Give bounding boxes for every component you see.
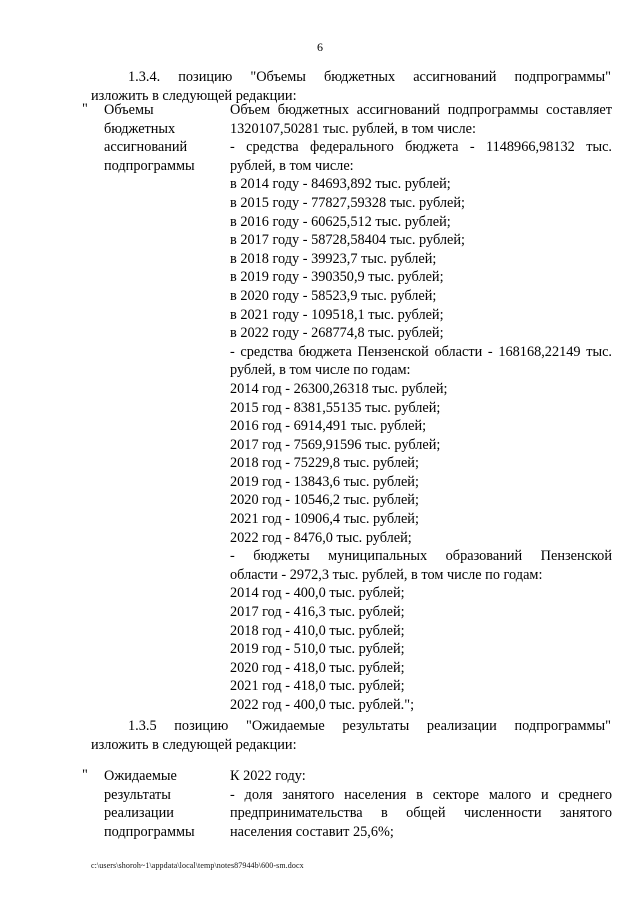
- budget-line: 2018 год - 410,0 тыс. рублей;: [230, 622, 405, 639]
- budget-line: в 2018 году - 39923,7 тыс. рублей;: [230, 250, 437, 267]
- results-label-line: Ожидаемые: [104, 768, 177, 784]
- budget-label-line: подпрограммы: [104, 157, 195, 174]
- budget-line: - средства федерального бюджета - 1148966,98132 тыс.: [230, 139, 612, 156]
- budget-line: 2019 год - 13843,6 тыс. рублей;: [230, 473, 419, 490]
- budget-line: в 2016 году - 60625,512 тыс. рублей;: [230, 213, 451, 230]
- budget-line: 2019 год - 510,0 тыс. рублей;: [230, 641, 405, 658]
- budget-line: 2015 год - 8381,55135 тыс. рублей;: [230, 399, 441, 416]
- budget-line: 2020 год - 10546,2 тыс. рублей;: [230, 492, 419, 509]
- section-1-3-5-line-2: изложить в следующей редакции:: [91, 736, 297, 753]
- budget-line: в 2014 году - 84693,892 тыс. рублей;: [230, 176, 451, 193]
- budget-line: - средства бюджета Пензенской области - 168168,22149 тыс.: [230, 343, 612, 360]
- results-label-line: реализации: [104, 805, 174, 822]
- section-1-3-4-line-2: изложить в следующей редакции:: [91, 87, 297, 104]
- budget-line: 2022 год - 400,0 тыс. рублей.";: [230, 697, 415, 713]
- budget-line: в 2017 году - 58728,58404 тыс. рублей;: [230, 232, 465, 249]
- results-label-line: результаты: [104, 786, 171, 803]
- budget-line: рублей, в том числе по годам:: [230, 362, 411, 379]
- section-1-3-4-line-1: 1.3.4. позицию "Объемы бюджетных ассигнований подпрограммы": [128, 69, 611, 85]
- budget-label-line: бюджетных: [104, 120, 176, 137]
- budget-line: 1320107,50281 тыс. рублей, в том числе:: [230, 120, 476, 137]
- budget-label-line: ассигнований: [104, 139, 188, 156]
- budget-content: [230, 101, 612, 715]
- budget-line: 2014 год - 400,0 тыс. рублей;: [230, 585, 405, 602]
- file-path-footer: c:\users\shoroh~1\appdata\local\temp\notes87944b\600-sm.docx: [91, 861, 304, 870]
- results-line: К 2022 году:: [230, 768, 306, 784]
- budget-line: 2018 год - 75229,8 тыс. рублей;: [230, 455, 419, 472]
- budget-line: 2020 год - 418,0 тыс. рублей;: [230, 659, 405, 676]
- budget-line: 2021 год - 10906,4 тыс. рублей;: [230, 511, 419, 528]
- section-1-3-5-heading: [91, 717, 611, 754]
- budget-line: в 2020 году - 58523,9 тыс. рублей;: [230, 287, 437, 304]
- opening-quote-1: ": [82, 101, 88, 117]
- results-line: - доля занятого населения в секторе малого и среднего: [230, 786, 612, 803]
- budget-label-line: Объемы: [104, 102, 154, 118]
- budget-label: [104, 101, 222, 175]
- page-number: 6: [317, 40, 323, 54]
- results-label: [104, 767, 222, 841]
- budget-line: рублей, в том числе:: [230, 157, 354, 174]
- budget-line: в 2022 году - 268774,8 тыс. рублей;: [230, 325, 444, 342]
- results-line: предпринимательства в общей численности занятого: [230, 805, 612, 822]
- budget-line: 2021 год - 418,0 тыс. рублей;: [230, 678, 405, 695]
- section-1-3-5-line-1: 1.3.5 позицию "Ожидаемые результаты реализации подпрограммы": [128, 718, 611, 734]
- results-line: населения составит 25,6%;: [230, 823, 394, 840]
- budget-line: в 2015 году - 77827,59328 тыс. рублей;: [230, 194, 465, 211]
- results-label-line: подпрограммы: [104, 823, 195, 840]
- budget-line: в 2021 году - 109518,1 тыс. рублей;: [230, 306, 444, 323]
- results-content: [230, 767, 612, 841]
- opening-quote-2: ": [82, 767, 88, 783]
- budget-line: в 2019 году - 390350,9 тыс. рублей;: [230, 269, 444, 286]
- budget-line: 2017 год - 7569,91596 тыс. рублей;: [230, 436, 441, 453]
- budget-line: 2014 год - 26300,26318 тыс. рублей;: [230, 380, 448, 397]
- budget-line: области - 2972,3 тыс. рублей, в том числе по годам:: [230, 566, 543, 583]
- budget-line: 2016 год - 6914,491 тыс. рублей;: [230, 418, 427, 435]
- budget-line: 2022 год - 8476,0 тыс. рублей;: [230, 529, 412, 546]
- budget-line: 2017 год - 416,3 тыс. рублей;: [230, 604, 405, 621]
- budget-line: - бюджеты муниципальных образований Пензенской: [230, 548, 612, 565]
- budget-line: Объем бюджетных ассигнований подпрограммы составляет: [230, 102, 612, 118]
- section-1-3-4-heading: [91, 68, 611, 105]
